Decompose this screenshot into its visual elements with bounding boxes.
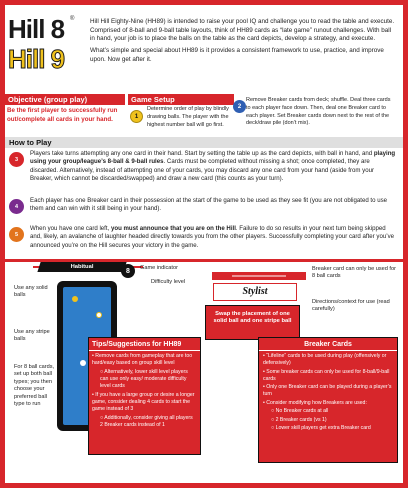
how-to-play-heading: How to Play (5, 137, 403, 148)
breaker-heading: Breaker Cards (259, 338, 397, 351)
tips-item: ○ Alternatively, lower skill level players can use only easy/ moderate difficulty level cards (100, 369, 188, 389)
breaker-card-directions: Swap the placement of one solid ball and one stripe ball (205, 305, 300, 340)
how-to-play-paragraph-2: Each player has one Breaker card in their possession at the start of the game to be used as they see fit (you are not obligated to use them and can win with it still being in your hand). (30, 197, 388, 213)
breaker-card-banner-icon (212, 268, 306, 278)
game-setup-heading: Game Setup (128, 94, 234, 105)
breaker-8ball-label: Breaker card can only be used for 8 ball cards (312, 266, 396, 280)
howto-p3-bold: you must announce that you are on the Hill (110, 225, 236, 232)
howto-p3-c: . Failure to do so results in your next turn being skipped and, likely, an avalanche of laughter headed directly towards you from the other players. Successfully completing your card after you’ve announced you’re on the Hill secures your victory in the game. (30, 225, 395, 249)
difficulty-level-label: Difficulty level (151, 279, 186, 285)
logo-line1: Hill 8 (8, 14, 65, 44)
tips-item: • If you have a large group or desire a longer game, consider dealing 4 cards to start the game instead of 3 (92, 392, 195, 412)
breaker-cards-box (258, 337, 398, 463)
howto-p1-c: . Cards must be completed without missing a shot; once completed, they are discarded. Alternatively, instead of attempting one of your cards, you may discard any one card from your hand (aside from your Breaker, which cannot be discarded/swapped) and draw a new card (this counts as your turn). (30, 158, 375, 182)
logo-line2: Hill 9 (8, 44, 65, 74)
tips-item: • Remove cards from gameplay that are too hard/easy based on group skill level (92, 353, 193, 366)
table-name: Habitual (70, 264, 94, 270)
step-2-ball-icon: 2 (233, 100, 246, 113)
cue-ball-icon (80, 360, 86, 366)
objective-heading: Objective (group play) (5, 94, 125, 105)
howto-p1-bold: playing using your group/league’s 8-ball & 9-ball rules (30, 150, 396, 166)
table-name-banner (37, 262, 126, 272)
game-indicator-label: Game indicator (140, 265, 178, 271)
howto-p3-a: When you have one card left, (30, 225, 111, 232)
breaker-item: • Consider modifying how Breakers are used: (263, 399, 367, 406)
breaker-list (259, 351, 397, 436)
breaker-card-title: Stylist (213, 283, 297, 301)
breaker-item: ○ No Breaker cards at all (271, 408, 329, 414)
ball-5-icon: 5 (9, 227, 24, 242)
stripe-balls-label: Use any stripe balls (14, 329, 50, 343)
step-1-ball-icon: 1 (130, 110, 143, 123)
tips-box (88, 337, 201, 455)
how-to-play-paragraph-3 (30, 225, 398, 250)
breaker-item: • Only one Breaker card can be played during a player’s turn (263, 384, 392, 397)
intro-text (90, 18, 395, 68)
intro-paragraph-2: What’s simple and special about HH89 is it provides a consistent framework to use, practice, and improve upon. Now get after it. (90, 47, 384, 63)
breaker-item: • “Lifeline” cards to be used during play (offensively or defensively) (263, 353, 387, 366)
registered-mark: ® (70, 16, 75, 22)
how-to-play-paragraph-1 (30, 150, 398, 183)
stripe-ball-icon (96, 312, 102, 318)
tips-item: ○ Additionally, consider giving all players 2 Breaker cards instead of 1 (100, 415, 193, 428)
breaker-item: ○ Lower skill players get extra Breaker card (271, 425, 371, 431)
solid-ball-icon (72, 296, 78, 302)
ball-4-icon: 4 (9, 199, 24, 214)
eight-ball-setup-label: For 8 ball cards, set up both ball types; you then choose your preferred ball type to run (14, 364, 55, 408)
solid-balls-label: Use any solid balls (14, 285, 48, 299)
hh89-logo (8, 14, 78, 76)
ball-3-icon: 3 (9, 152, 24, 167)
objective-text: Be the first player to successfully run out/complete all cards in your hand. (7, 107, 118, 123)
breaker-item: ○ 2 Breaker cards (vs 1) (271, 416, 327, 423)
tips-list (89, 351, 200, 433)
8-ball-game-indicator-icon: 8 (121, 264, 135, 278)
breaker-item: • Some breaker cards can only be used for 8-ball/9-ball cards (263, 368, 390, 382)
directions-label: Directions/context for use (read carefully) (312, 299, 390, 313)
howto-p1-a: Players take turns attempting any one card in their hand. Start by setting the table up as the card depicts, with ball in hand, and (30, 150, 374, 157)
setup-step-1: Determine order of play by blindly drawing balls. The player with the highest number ball will go first. (147, 106, 229, 128)
tips-heading: Tips/Suggestions for HH89 (89, 338, 200, 351)
intro-paragraph-1: Hill Hill Eighty-Nine (HH89) is intended to raise your pool IQ and challenge you to read the table and execute. Comprised of 8-ball and 9-ball table layouts, think of HH89 cards as “late game” runout challenges. With ball in hand, your job is to place the balls on the table as the card depicts, develop a strategy, and execute. (90, 18, 395, 43)
setup-step-2: Remove Breaker cards from deck; shuffle. Deal three cards to each player face down. Then, deal one Breaker card to each player. Set Breaker cards down next to the rest of the deck/draw pile (don’t mix). (246, 97, 391, 127)
